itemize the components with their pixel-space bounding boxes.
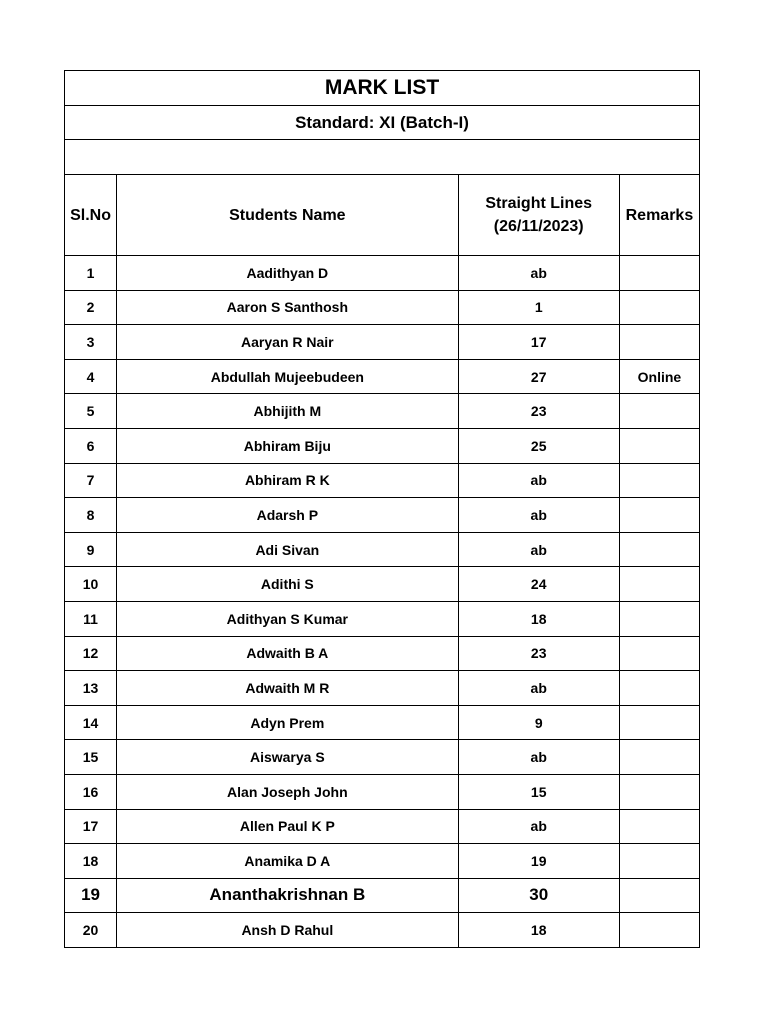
cell-student-name: Abdullah Mujeebudeen <box>117 359 459 394</box>
cell-remark: Online <box>619 359 699 394</box>
cell-student-name: Alan Joseph John <box>117 774 459 809</box>
table-row <box>65 463 700 498</box>
cell-student-name: Abhiram Biju <box>117 428 459 463</box>
cell-slno: 4 <box>65 359 117 394</box>
cell-remark <box>619 774 699 809</box>
cell-student-name: Aaryan R Nair <box>117 325 459 360</box>
cell-remark <box>619 567 699 602</box>
table-row <box>65 256 700 291</box>
cell-slno: 18 <box>65 844 117 879</box>
table-row <box>65 290 700 325</box>
cell-remark <box>619 705 699 740</box>
cell-mark: 23 <box>458 636 619 671</box>
cell-remark <box>619 671 699 706</box>
table-row <box>65 636 700 671</box>
table-row <box>65 394 700 429</box>
cell-mark: ab <box>458 809 619 844</box>
cell-mark: 15 <box>458 774 619 809</box>
cell-mark: ab <box>458 256 619 291</box>
cell-mark: 1 <box>458 290 619 325</box>
table-row <box>65 567 700 602</box>
cell-slno: 6 <box>65 428 117 463</box>
header-test <box>458 175 619 256</box>
table-row <box>65 428 700 463</box>
cell-student-name: Adithi S <box>117 567 459 602</box>
table-row <box>65 601 700 636</box>
table-row <box>65 705 700 740</box>
cell-slno: 2 <box>65 290 117 325</box>
cell-slno: 8 <box>65 498 117 533</box>
table-row <box>65 498 700 533</box>
cell-remark <box>619 290 699 325</box>
cell-mark: 30 <box>458 878 619 913</box>
cell-remark <box>619 428 699 463</box>
cell-mark: ab <box>458 498 619 533</box>
cell-remark <box>619 601 699 636</box>
cell-remark <box>619 878 699 913</box>
cell-remark <box>619 532 699 567</box>
blank-cell <box>65 140 700 175</box>
cell-slno: 17 <box>65 809 117 844</box>
cell-student-name: Abhiram R K <box>117 463 459 498</box>
cell-slno: 20 <box>65 913 117 948</box>
cell-slno: 1 <box>65 256 117 291</box>
table-row <box>65 913 700 948</box>
table-row <box>65 671 700 706</box>
cell-mark: 25 <box>458 428 619 463</box>
blank-row <box>65 140 700 175</box>
cell-slno: 3 <box>65 325 117 360</box>
cell-student-name: Adyn Prem <box>117 705 459 740</box>
cell-slno: 19 <box>65 878 117 913</box>
mark-list-table <box>64 70 700 948</box>
cell-mark: 18 <box>458 913 619 948</box>
cell-slno: 16 <box>65 774 117 809</box>
cell-mark: 19 <box>458 844 619 879</box>
header-slno: Sl.No <box>65 175 117 256</box>
cell-student-name: Adi Sivan <box>117 532 459 567</box>
cell-student-name: Anamika D A <box>117 844 459 879</box>
cell-slno: 5 <box>65 394 117 429</box>
cell-slno: 15 <box>65 740 117 775</box>
cell-slno: 11 <box>65 601 117 636</box>
header-students-name: Students Name <box>117 175 459 256</box>
cell-mark: 18 <box>458 601 619 636</box>
cell-student-name: Adarsh P <box>117 498 459 533</box>
table-body <box>65 71 700 948</box>
cell-mark: ab <box>458 671 619 706</box>
cell-student-name: Adwaith M R <box>117 671 459 706</box>
cell-mark: 17 <box>458 325 619 360</box>
cell-slno: 13 <box>65 671 117 706</box>
mark-list-sheet <box>64 70 700 948</box>
header-test-date: (26/11/2023) <box>493 218 584 235</box>
table-row <box>65 774 700 809</box>
cell-mark: 24 <box>458 567 619 602</box>
cell-student-name: Allen Paul K P <box>117 809 459 844</box>
cell-mark: ab <box>458 532 619 567</box>
cell-remark <box>619 636 699 671</box>
cell-student-name: Adwaith B A <box>117 636 459 671</box>
cell-student-name: Abhijith M <box>117 394 459 429</box>
cell-student-name: Adithyan S Kumar <box>117 601 459 636</box>
cell-slno: 9 <box>65 532 117 567</box>
page-title: MARK LIST <box>65 71 700 106</box>
cell-remark <box>619 740 699 775</box>
cell-mark: ab <box>458 740 619 775</box>
table-row <box>65 325 700 360</box>
cell-remark <box>619 463 699 498</box>
cell-student-name: Aadithyan D <box>117 256 459 291</box>
cell-remark <box>619 256 699 291</box>
header-remarks: Remarks <box>619 175 699 256</box>
page-subtitle: Standard: XI (Batch-I) <box>65 106 700 140</box>
cell-slno: 7 <box>65 463 117 498</box>
header-test-name: Straight Lines <box>485 195 593 212</box>
table-row <box>65 740 700 775</box>
cell-slno: 14 <box>65 705 117 740</box>
cell-remark <box>619 325 699 360</box>
table-row <box>65 878 700 913</box>
title-row <box>65 71 700 106</box>
subtitle-row <box>65 106 700 140</box>
cell-mark: 23 <box>458 394 619 429</box>
table-row <box>65 809 700 844</box>
cell-remark <box>619 809 699 844</box>
cell-student-name: Ananthakrishnan B <box>117 878 459 913</box>
cell-remark <box>619 913 699 948</box>
cell-student-name: Aiswarya S <box>117 740 459 775</box>
table-row <box>65 844 700 879</box>
cell-remark <box>619 498 699 533</box>
cell-remark <box>619 394 699 429</box>
cell-student-name: Ansh D Rahul <box>117 913 459 948</box>
cell-student-name: Aaron S Santhosh <box>117 290 459 325</box>
cell-slno: 10 <box>65 567 117 602</box>
cell-mark: 9 <box>458 705 619 740</box>
cell-remark <box>619 844 699 879</box>
cell-mark: ab <box>458 463 619 498</box>
table-row <box>65 359 700 394</box>
header-row <box>65 175 700 256</box>
table-row <box>65 532 700 567</box>
cell-slno: 12 <box>65 636 117 671</box>
cell-mark: 27 <box>458 359 619 394</box>
